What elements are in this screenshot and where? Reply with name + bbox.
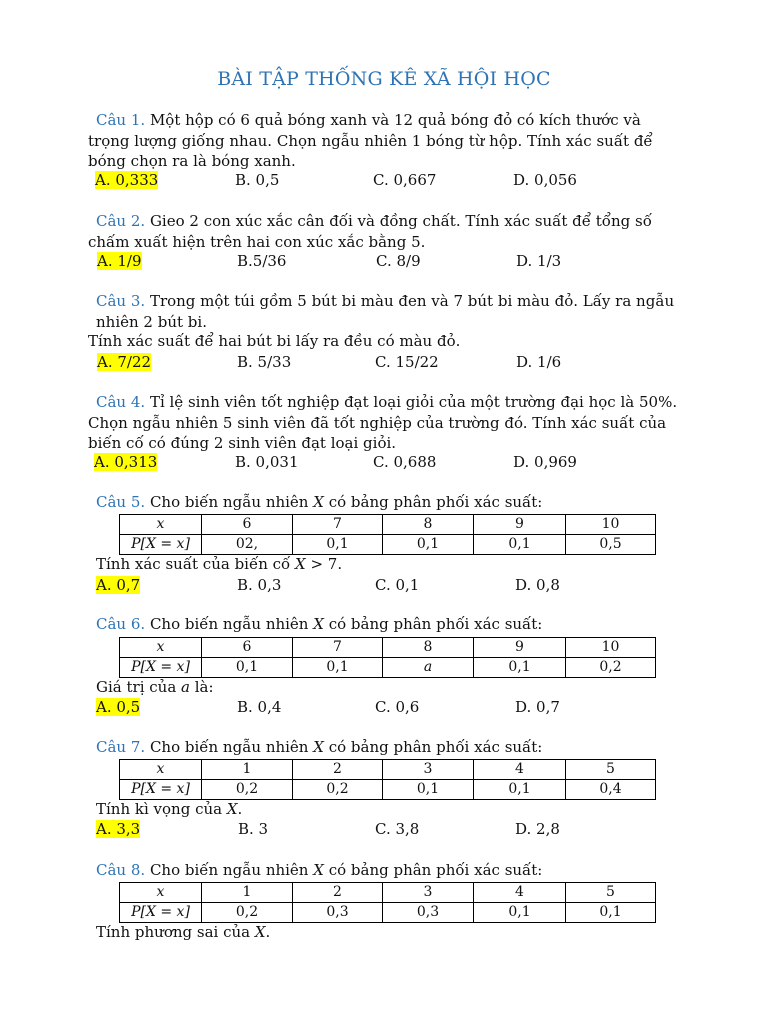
- question-3-text-line-2: nhiên 2 bút bi.: [96, 312, 207, 331]
- table-cell: 5: [566, 760, 656, 780]
- table-cell: 10: [566, 515, 656, 535]
- q5-option-d: D. 0,8: [515, 576, 560, 594]
- question-4-text-line-1: Tỉ lệ sinh viên tốt nghiệp đạt loại giỏi của một trường đại học là 50%.: [145, 393, 678, 411]
- table-cell: 0,3: [383, 903, 474, 923]
- q7-option-d: D. 2,8: [515, 820, 560, 838]
- table-cell: 0,2: [202, 780, 293, 800]
- table-cell: 0,1: [474, 903, 566, 923]
- q3-option-b: B. 5/33: [237, 353, 292, 371]
- question-1: [88, 110, 694, 172]
- table-header-x: x: [120, 760, 202, 780]
- document-title: BÀI TẬP THỐNG KÊ XÃ HỘI HỌC: [217, 68, 551, 90]
- q7-option-b: B. 3: [238, 820, 269, 838]
- q5-option-c: C. 0,1: [375, 576, 420, 594]
- question-7-ask-text: Tính kì vọng của: [96, 800, 227, 818]
- question-3-label: Câu 3.: [96, 292, 146, 310]
- table-cell: 5: [566, 883, 656, 903]
- question-6-ask-end: là:: [189, 678, 214, 696]
- question-7-ask-end: .: [237, 800, 243, 818]
- q1-option-b: B. 0,5: [235, 171, 280, 189]
- question-2-text-line-2: chấm xuất hiện trên hai con xúc xắc bằng 5.: [88, 232, 426, 251]
- question-8-ask-variable: X: [254, 923, 266, 941]
- question-5: [96, 493, 542, 511]
- q2-option-a: A. 1/9: [97, 252, 142, 270]
- table-cell: 6: [202, 515, 293, 535]
- question-4-text-line-3: biến cố có đúng 2 sinh viên đạt loại giỏi.: [88, 434, 397, 452]
- question-6-ask: [96, 678, 214, 696]
- q3-option-a: A. 7/22: [97, 353, 152, 371]
- table-header-p: P[X = x]: [120, 658, 202, 678]
- question-4-label: Câu 4.: [96, 393, 146, 411]
- question-8-ask-text: Tính phương sai của: [96, 923, 255, 941]
- table-cell: 2: [293, 883, 383, 903]
- question-8-intro: Cho biến ngẫu nhiên: [145, 861, 314, 879]
- distribution-table-q6: [119, 637, 656, 678]
- question-7-intro-end: có bảng phân phối xác suất:: [323, 738, 543, 756]
- q4-option-b: B. 0,031: [235, 453, 299, 471]
- question-8-ask-end: .: [265, 923, 271, 941]
- table-cell: 0,3: [293, 903, 383, 923]
- table-cell: 2: [293, 760, 383, 780]
- table-cell: 1: [202, 883, 293, 903]
- table-cell: 0,1: [383, 780, 474, 800]
- question-5-ask: [96, 555, 342, 573]
- q1-option-a: A. 0,333: [95, 171, 159, 189]
- question-1-text-line-3: bóng chọn ra là bóng xanh.: [88, 152, 296, 170]
- question-2-label: Câu 2.: [96, 212, 146, 230]
- question-8-variable: X: [313, 861, 324, 879]
- table-cell: 4: [474, 883, 566, 903]
- q4-option-d: D. 0,969: [513, 453, 577, 471]
- q3-option-c: C. 15/22: [375, 353, 439, 371]
- question-6-variable: X: [313, 615, 324, 633]
- question-4: [88, 392, 694, 454]
- table-cell: 7: [293, 638, 383, 658]
- q4-option-a: A. 0,313: [94, 453, 158, 471]
- table-row-x: [120, 515, 656, 535]
- table-cell: 0,2: [202, 903, 293, 923]
- table-cell: 0,1: [383, 535, 474, 555]
- question-8: [96, 861, 542, 879]
- table-cell: 0,1: [566, 903, 656, 923]
- table-header-x: x: [120, 883, 202, 903]
- q5-option-b: B. 0,3: [237, 576, 282, 594]
- question-6-ask-variable: a: [181, 678, 190, 696]
- q1-option-d: D. 0,056: [513, 171, 577, 189]
- q5-option-a: A. 0,7: [96, 576, 141, 594]
- question-5-variable: X: [313, 493, 324, 511]
- question-8-label: Câu 8.: [96, 861, 146, 879]
- q4-option-c: C. 0,688: [373, 453, 437, 471]
- table-header-p: P[X = x]: [120, 535, 202, 555]
- table-cell: 0,5: [566, 535, 656, 555]
- question-7-ask-variable: X: [226, 800, 238, 818]
- question-5-intro: Cho biến ngẫu nhiên: [145, 493, 314, 511]
- q2-option-c: C. 8/9: [376, 252, 421, 270]
- q2-option-b: B.5/36: [237, 252, 287, 270]
- question-6-intro: Cho biến ngẫu nhiên: [145, 615, 314, 633]
- table-cell: 9: [474, 515, 566, 535]
- table-cell: 3: [383, 883, 474, 903]
- q6-option-a: A. 0,5: [96, 698, 141, 716]
- table-header-x: x: [120, 515, 202, 535]
- table-row-p: [120, 903, 656, 923]
- question-5-label: Câu 5.: [96, 493, 146, 511]
- table-header-p: P[X = x]: [120, 903, 202, 923]
- question-7-ask: [96, 800, 242, 818]
- question-5-ask-variable: X: [294, 555, 306, 573]
- table-cell: 6: [202, 638, 293, 658]
- q7-option-a: A. 3,3: [96, 820, 141, 838]
- question-2-text-line-1: Gieo 2 con xúc xắc cân đối và đồng chất. Tính xác suất để tổng số: [145, 212, 652, 230]
- question-6-intro-end: có bảng phân phối xác suất:: [323, 615, 543, 633]
- q3-option-d: D. 1/6: [516, 353, 562, 371]
- q1-option-c: C. 0,667: [373, 171, 437, 189]
- question-6: [96, 615, 542, 633]
- question-8-ask: [96, 923, 270, 941]
- table-cell: 0,2: [293, 780, 383, 800]
- table-row-x: [120, 638, 656, 658]
- table-cell: a: [383, 658, 474, 678]
- question-6-label: Câu 6.: [96, 615, 146, 633]
- table-cell: 8: [383, 638, 474, 658]
- distribution-table-q7: [119, 759, 656, 800]
- table-row-p: [120, 780, 656, 800]
- question-7-label: Câu 7.: [96, 738, 146, 756]
- table-row-x: [120, 760, 656, 780]
- table-cell: 0,2: [566, 658, 656, 678]
- table-cell: 9: [474, 638, 566, 658]
- table-row-x: [120, 883, 656, 903]
- question-3: [96, 291, 694, 332]
- q6-option-c: C. 0,6: [375, 698, 420, 716]
- table-cell: 0,4: [566, 780, 656, 800]
- question-8-intro-end: có bảng phân phối xác suất:: [323, 861, 543, 879]
- table-row-p: [120, 658, 656, 678]
- question-2: [88, 211, 694, 252]
- table-cell: 10: [566, 638, 656, 658]
- table-cell: 0,1: [474, 780, 566, 800]
- table-cell: 0,1: [474, 535, 566, 555]
- question-7-intro: Cho biến ngẫu nhiên: [145, 738, 314, 756]
- table-cell: 02,: [202, 535, 293, 555]
- table-cell: 0,1: [293, 658, 383, 678]
- question-7-variable: X: [313, 738, 324, 756]
- question-1-text-line-1: Một hộp có 6 quả bóng xanh và 12 quả bóng đỏ có kích thước và: [145, 111, 641, 129]
- table-cell: 0,1: [474, 658, 566, 678]
- table-cell: 3: [383, 760, 474, 780]
- question-3-text-line-3: Tính xác suất để hai bút bi lấy ra đều có màu đỏ.: [88, 332, 461, 350]
- distribution-table-q5: [119, 514, 656, 555]
- question-1-text-line-2: trọng lượng giống nhau. Chọn ngẫu nhiên 1 bóng từ hộp. Tính xác suất để: [88, 131, 653, 150]
- question-3-text-line-1: Trong một túi gồm 5 bút bi màu đen và 7 bút bi màu đỏ. Lấy ra ngẫu: [145, 292, 675, 310]
- question-1-label: Câu 1.: [96, 111, 146, 129]
- question-4-text-line-2: Chọn ngẫu nhiên 5 sinh viên đã tốt nghiệp của trường đó. Tính xác suất của: [88, 413, 667, 432]
- table-cell: 1: [202, 760, 293, 780]
- question-7: [96, 738, 542, 756]
- table-cell: 7: [293, 515, 383, 535]
- table-cell: 0,1: [202, 658, 293, 678]
- distribution-table-q8: [119, 882, 656, 923]
- question-5-intro-end: có bảng phân phối xác suất:: [323, 493, 543, 511]
- question-6-ask-text: Giá trị của: [96, 678, 182, 696]
- table-cell: 0,1: [293, 535, 383, 555]
- question-5-ask-end: > 7.: [305, 555, 343, 573]
- table-cell: 8: [383, 515, 474, 535]
- table-cell: 4: [474, 760, 566, 780]
- q2-option-d: D. 1/3: [516, 252, 562, 270]
- q7-option-c: C. 3,8: [375, 820, 420, 838]
- q6-option-b: B. 0,4: [237, 698, 282, 716]
- table-row-p: [120, 535, 656, 555]
- table-header-x: x: [120, 638, 202, 658]
- question-5-ask-text: Tính xác suất của biến cố: [96, 555, 295, 573]
- q6-option-d: D. 0,7: [515, 698, 560, 716]
- table-header-p: P[X = x]: [120, 780, 202, 800]
